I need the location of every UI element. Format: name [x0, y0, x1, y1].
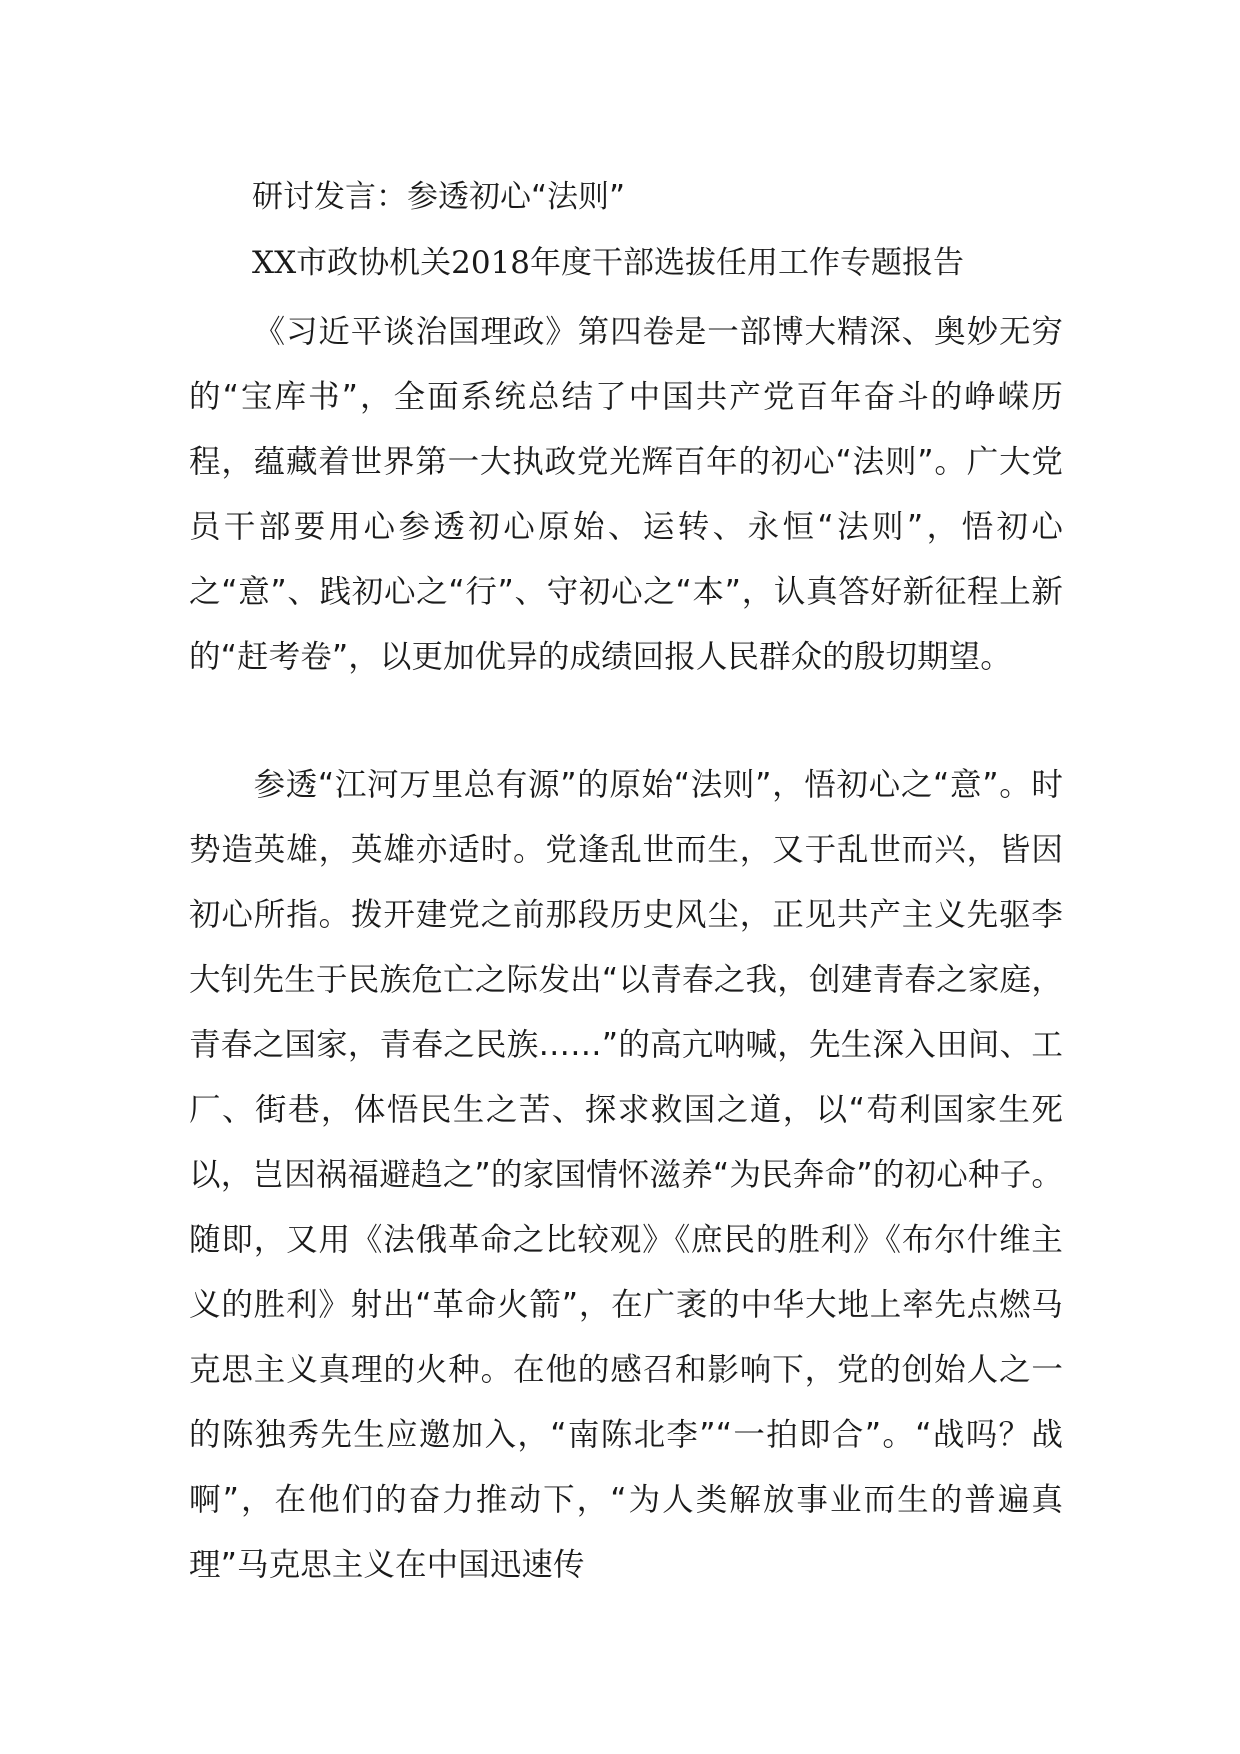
- body-paragraph-1: 《习近平谈治国理政》第四卷是一部博大精深、奥妙无穷的“宝库书”，全面系统总结了中国共产党百年奋斗的峥嵘历程，蕴藏着世界第一大执政党光辉百年的初心“法则”。广大党员干部要用心参透初心原始、运转、永恒“法则”，悟初心之“意”、践初心之“行”、守初心之“本”，认真答好新征程上新的“赶考卷”，以更加优异的成绩回报人民群众的殷切期望。: [189, 314, 1063, 675]
- body-paragraph-2: 参透“江河万里总有源”的原始“法则”，悟初心之“意”。时势造英雄，英雄亦适时。党逢乱世而生，又于乱世而兴，皆因初心所指。拨开建党之前那段历史风尘，正见共产主义先驱李大钊先生于民族危亡之际发出“以青春之我，创建青春之家庭，青春之国家，青春之民族……”的高亢呐喊，先生深入田间、工厂、街巷，体悟民生之苦、探求救国之道，以“苟利国家生死以，岂因祸福避趋之”的家国情怀滋养“为民奔命”的初心种子。随即，又用《法俄革命之比较观》《庶民的胜利》《布尔什维主义的胜利》射出“革命火箭”，在广袤的中华大地上率先点燃马克思主义真理的火种。在他的感召和影响下，党的创始人之一的陈独秀先生应邀加入，“南陈北李”“一拍即合”。“战吗？战啊”，在他们的奋力推动下，“为人类解放事业而生的普遍真理”马克思主义在中国迅速传: [189, 767, 1063, 1583]
- document-subtitle: XX市政协机关2018年度干部选拔任用工作专题报告: [252, 245, 965, 281]
- document-title: 研讨发言：参透初心“法则”: [252, 179, 626, 215]
